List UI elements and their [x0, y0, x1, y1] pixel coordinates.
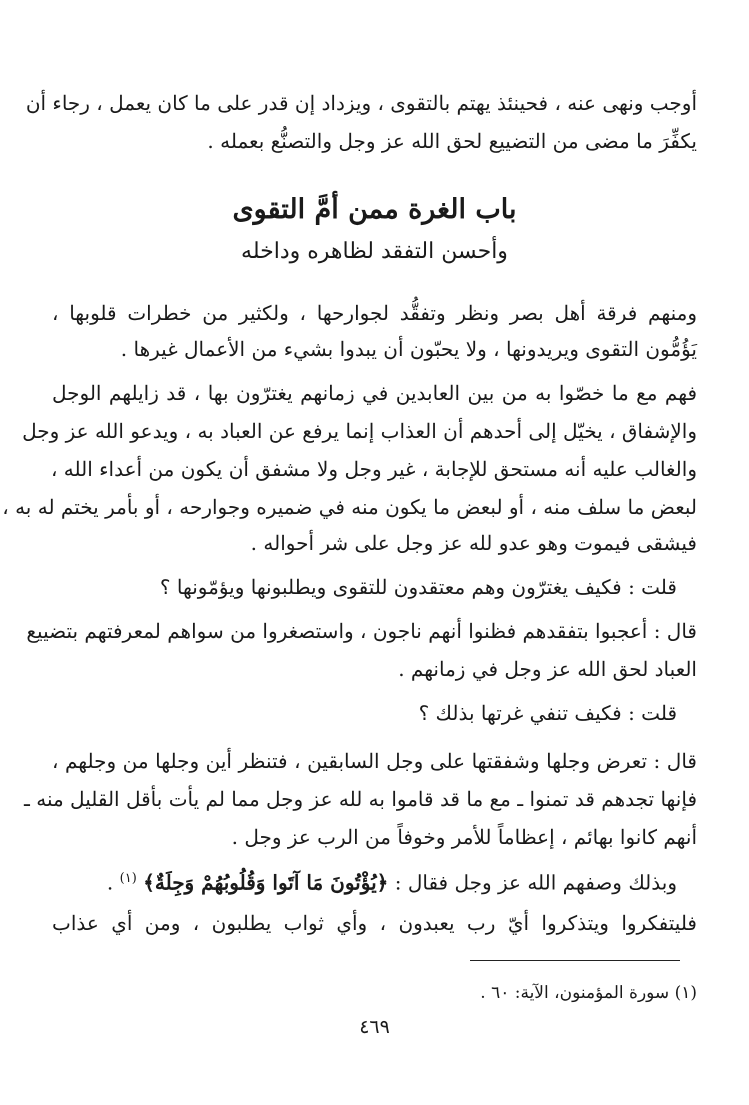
text-line: يكفِّرَ ما مضى من التضييع لحق الله عز وجل والتصنُّع بعمله .	[207, 129, 697, 153]
verse-line	[32, 860, 677, 902]
answer-line: أنهم كانوا بهائم ، إعظاماً للأمر وخوفاً من الرب عز وجل .	[231, 825, 697, 849]
text-line: يَؤُمُّون التقوى ويريدونها ، ولا يحبّون أن يبدوا بشيء من الأعمال غيرها .	[120, 337, 697, 361]
chapter-subtitle: وأحسن التفقد لظاهره وداخله	[241, 239, 508, 264]
text-line: لبعض ما سلف منه ، أو لبعض ما يكون منه في ضميره وجوارحه ، أو بأمر يختم له به ،	[2, 495, 697, 519]
text-line: والغالب عليه أنه مستحق للإجابة ، غير وجل ولا مشفق أن يكون من أعداء الله ،	[50, 457, 697, 481]
text-line: ومنهم فرقة أهل بصر ونظر وتفقُّد لجوارحها ، ولكثير من خطرات قلوبها ،	[52, 301, 697, 325]
question-line: قلت : فكيف تنفي غرتها بذلك ؟	[418, 701, 677, 725]
chapter-title: باب الغرة ممن أمَّ التقوى	[232, 194, 517, 225]
answer-line: قال : أعجبوا بتفقدهم فظنوا أنهم ناجون ، واستصغروا من سواهم لمعرفتهم بتضييع	[26, 619, 697, 643]
verse-prefix: وبذلك وصفهم الله عز وجل فقال :	[394, 870, 677, 895]
page-number: ٤٦٩	[359, 1016, 390, 1038]
footnote-marker: (١)	[119, 871, 137, 886]
text-line: فيشقى فيموت وهو عدو لله عز وجل على شر أحواله .	[250, 531, 697, 555]
text-line: أوجب ونهى عنه ، فحينئذ يهتم بالتقوى ، ويزداد إن قدر على ما كان يعمل ، رجاء أن	[25, 91, 697, 115]
quran-verse: ﴿يُؤْتُونَ مَا آتَوا وَقُلُوبُهُمْ وَجِلَةٌ﴾	[143, 870, 389, 895]
answer-line: قال : تعرض وجلها وشفقتها على وجل السابقين ، فتنظر أين وجلها من وجلهم ،	[52, 749, 697, 773]
footnote: (١) سورة المؤمنون، الآية: ٦٠ .	[480, 983, 697, 1003]
answer-line: فإنها تجدهم قد تمنوا ـ مع ما قد قاموا به لله عز وجل مما لم يأت بأقل القليل منه ـ	[24, 787, 697, 811]
footnote-divider	[470, 960, 680, 961]
text-line: فهم مع ما خصّوا به من بين العابدين في زمانهم يغترّون بها ، قد زايلهم الوجل	[52, 381, 697, 405]
text-line: والإشفاق ، يخيّل إلى أحدهم أن العذاب إنما يرفع عن العباد به ، ويدعو الله عز وجل	[22, 419, 697, 443]
text-line: فليتفكروا ويتذكروا أيّ رب يعبدون ، وأي ثواب يطلبون ، ومن أي عذاب	[52, 911, 697, 935]
answer-line: العباد لحق الله عز وجل في زمانهم .	[398, 657, 697, 681]
question-line: قلت : فكيف يغترّون وهم معتقدون للتقوى ويطلبونها ويؤمّونها ؟	[159, 575, 677, 599]
verse-suffix: .	[106, 870, 114, 895]
